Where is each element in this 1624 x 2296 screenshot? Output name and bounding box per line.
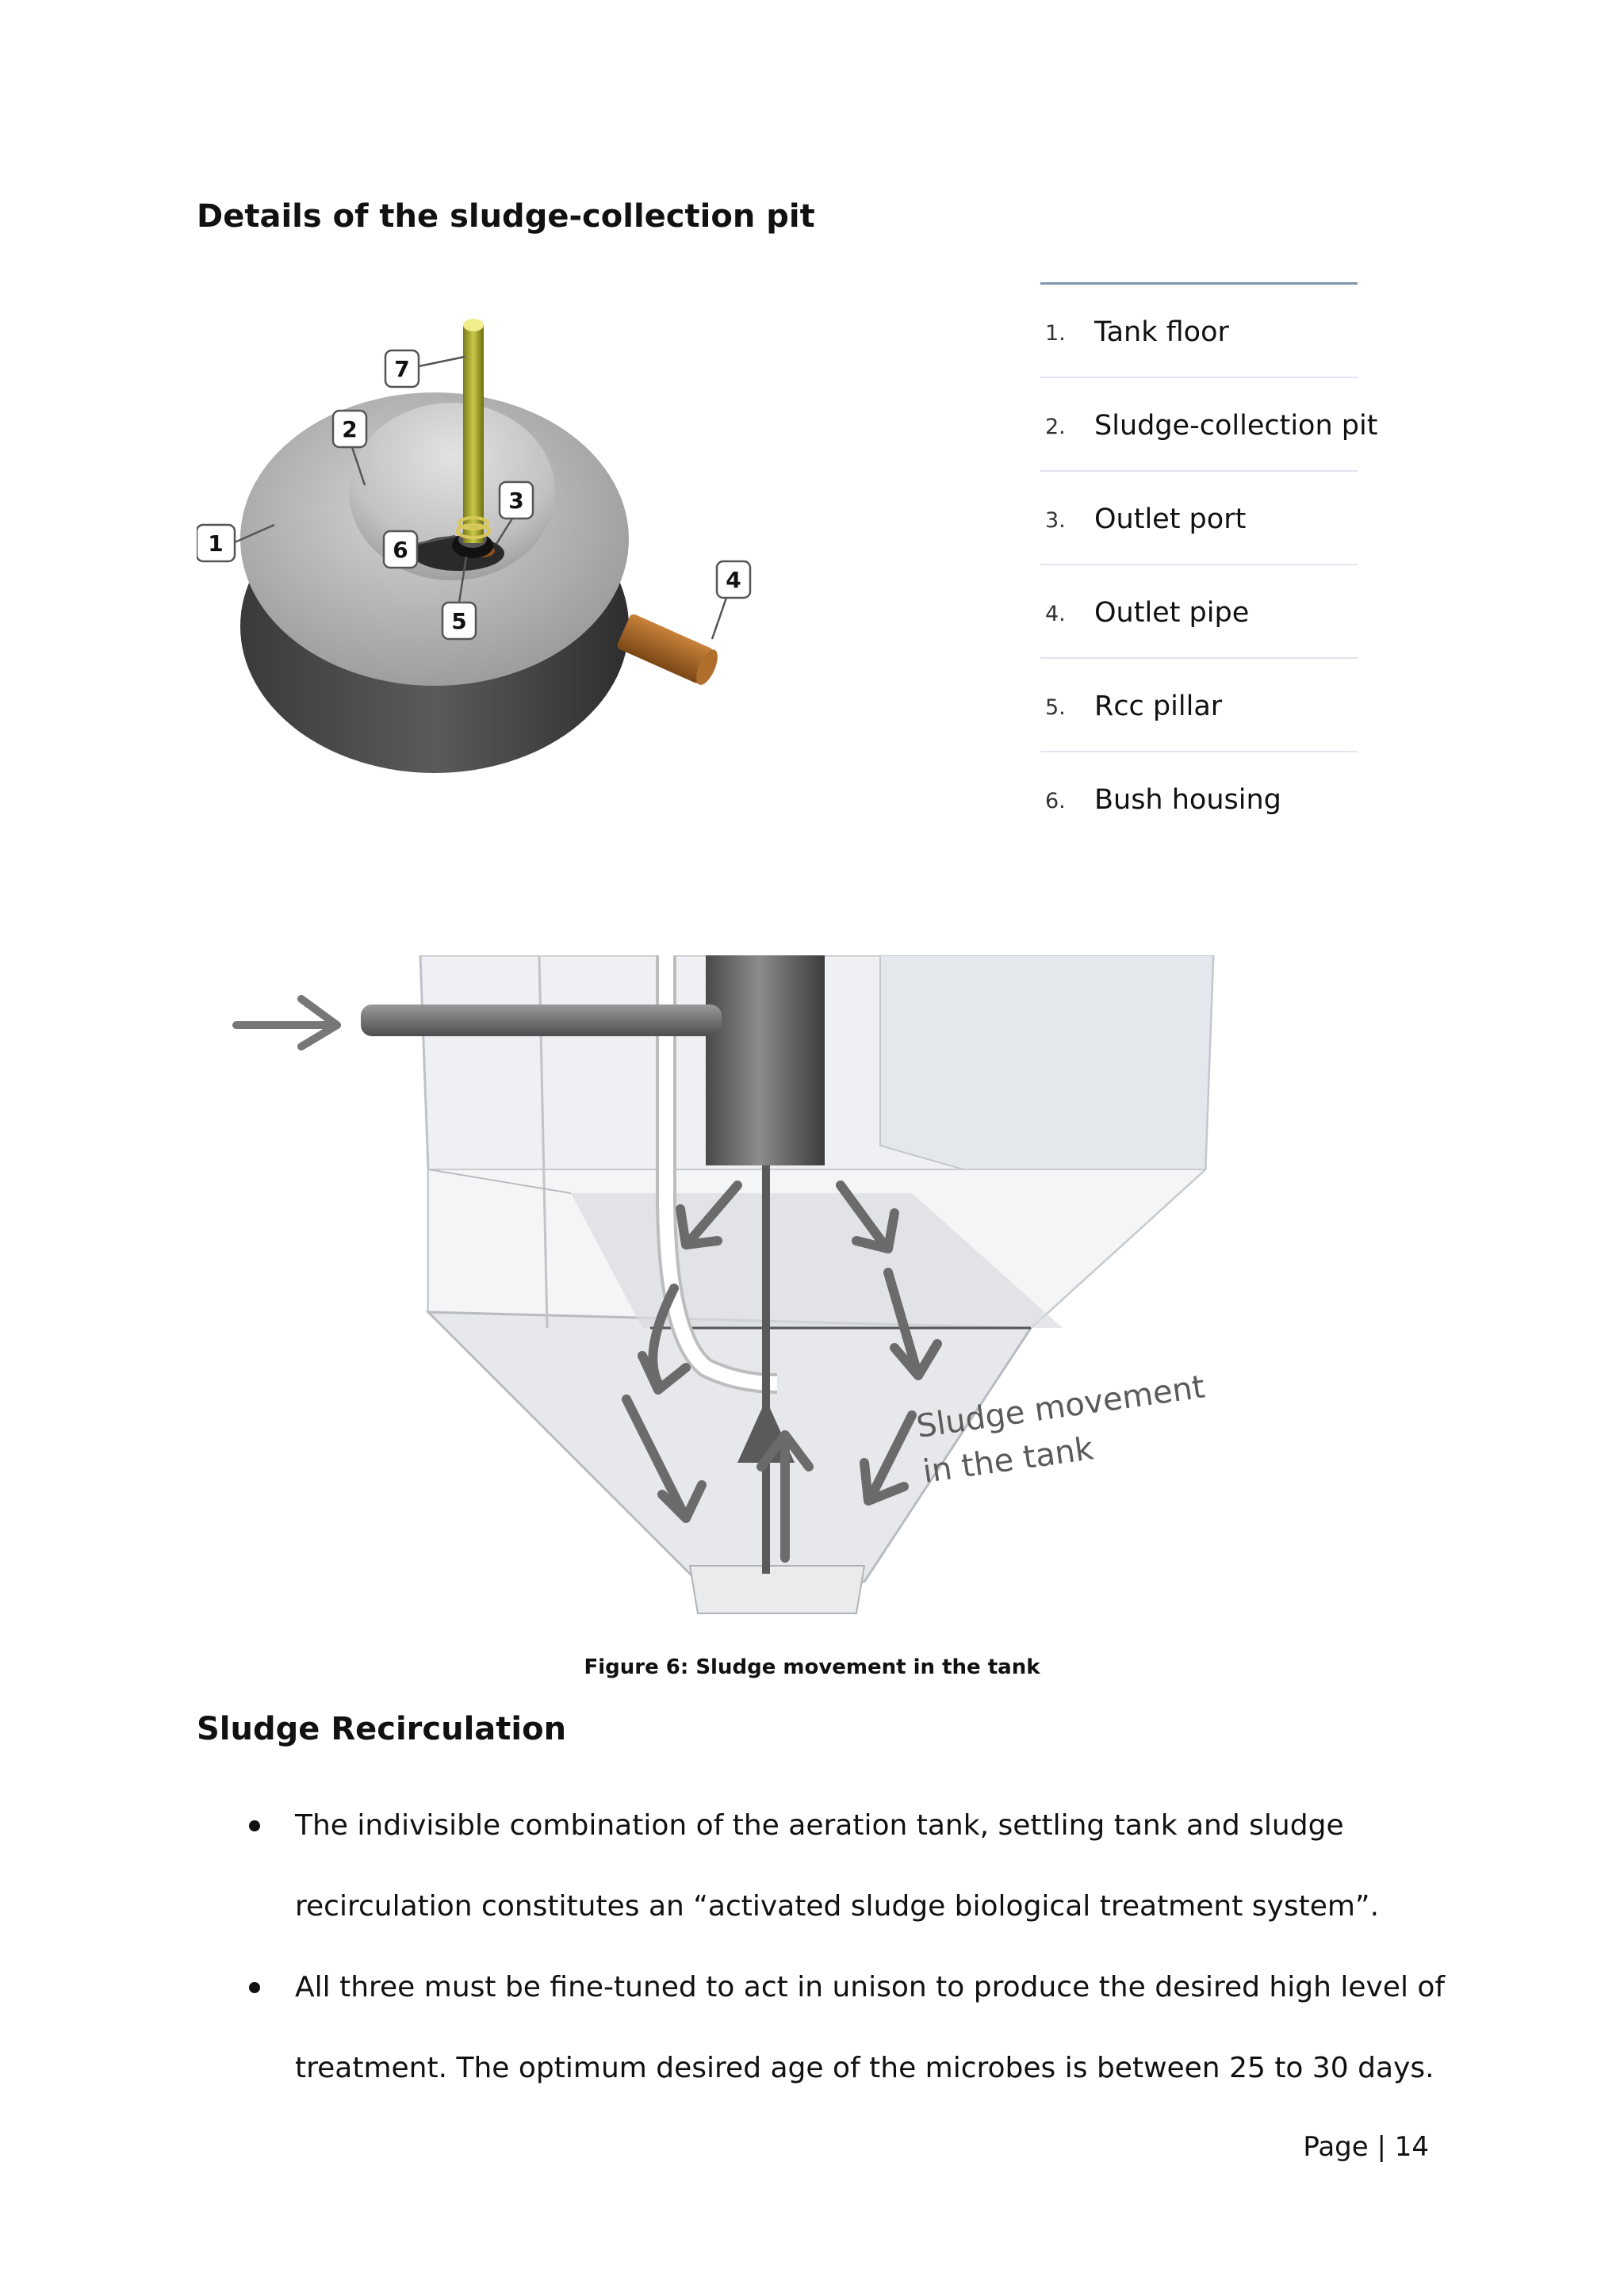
callout-7 (385, 350, 465, 387)
figure-caption: Figure 6: Sludge movement in the tank (584, 1655, 1040, 1679)
sludge-movement-illustration (230, 955, 1229, 1621)
section-title-sludge-pit: Details of the sludge-collection pit (197, 198, 815, 235)
svg-text:7: 7 (394, 356, 410, 382)
list-item-number: 6. (1045, 789, 1066, 813)
list-item-number: 5. (1045, 695, 1066, 720)
list-item-label: Tank floor (1094, 316, 1229, 348)
bullet-text-line: All three must be fine-tuned to act in unison to produce the desired high level of (295, 1971, 1446, 2003)
list-item (1040, 378, 1378, 472)
svg-text:4: 4 (726, 567, 741, 593)
bullet-text-line: The indivisible combination of the aeration tank, settling tank and sludge (295, 1809, 1344, 1842)
section-title-sludge-recirculation: Sludge Recirculation (197, 1711, 567, 1747)
svg-text:1: 1 (208, 530, 224, 557)
annotation-line2: in the tank (920, 1430, 1096, 1490)
list-item-label: Outlet pipe (1094, 597, 1250, 629)
list-item (1040, 285, 1358, 378)
annotation-line1: Sludge movement (914, 1368, 1208, 1445)
svg-text:3: 3 (508, 488, 524, 514)
bullet-text-line: recirculation constitutes an “activated sludge biological treatment system”. (295, 1890, 1380, 1923)
list-item-number: 2. (1045, 415, 1066, 439)
bullet-dot (249, 1820, 260, 1831)
sludge-pit-illustration (197, 301, 793, 817)
list-item-label: Sludge-collection pit (1094, 410, 1378, 442)
list-item-number: 3. (1045, 508, 1066, 533)
bullet-dot (249, 1982, 260, 1993)
callout-4 (712, 561, 750, 639)
list-item (1040, 472, 1358, 565)
svg-text:2: 2 (342, 416, 358, 442)
svg-text:6: 6 (393, 537, 408, 563)
list-item-label: Rcc pillar (1094, 691, 1223, 722)
list-item (1040, 659, 1358, 752)
list-item (1040, 752, 1358, 844)
list-item (1040, 565, 1358, 659)
page-number: Page | 14 (1303, 2131, 1429, 2163)
list-item-label: Outlet port (1094, 503, 1247, 535)
list-item-number: 4. (1045, 602, 1066, 626)
parts-list (1040, 282, 1378, 844)
svg-text:5: 5 (451, 608, 467, 634)
bullet-text-line: treatment. The optimum desired age of the microbes is between 25 to 30 days. (295, 2052, 1434, 2084)
list-item-label: Bush housing (1094, 784, 1281, 816)
list-item-number: 1. (1045, 321, 1066, 346)
